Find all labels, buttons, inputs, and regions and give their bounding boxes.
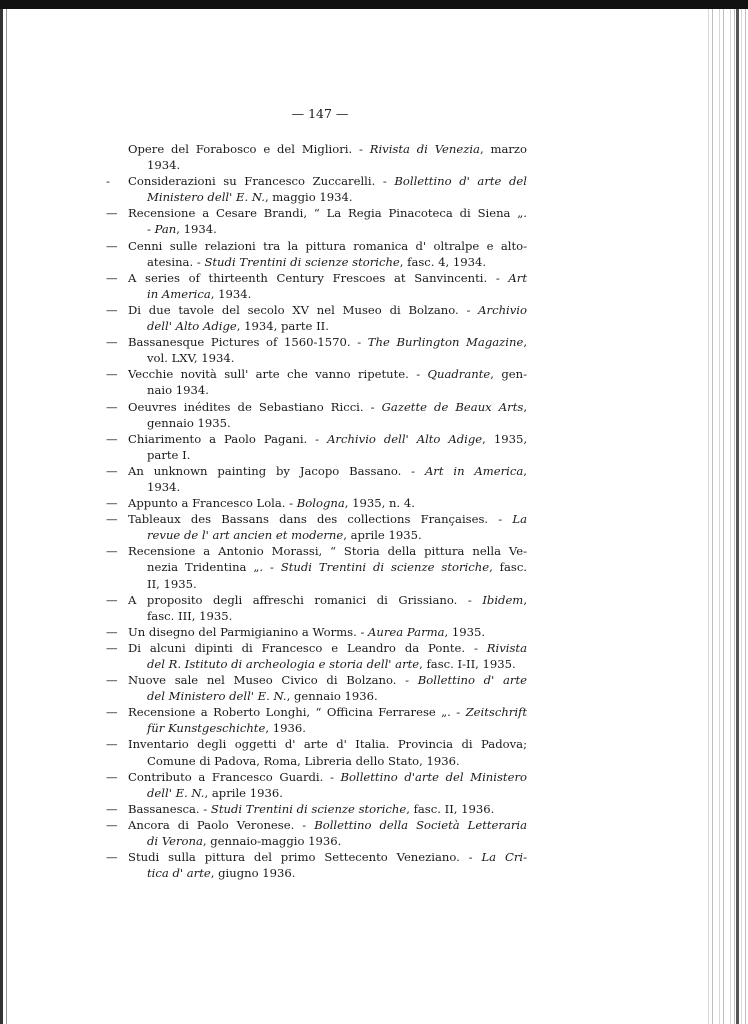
journal-title: Rivista di Venezia (369, 142, 480, 156)
bibliography-entry (106, 511, 527, 543)
journal-title: Archivio (478, 302, 527, 317)
journal-title: di Verona (147, 834, 203, 849)
journal-title: Bollettino della Società Letteraria (314, 817, 528, 832)
entry-line (147, 189, 527, 205)
entry-dash: — (106, 302, 118, 317)
bibliography-entry (106, 173, 527, 205)
journal-title: Quadrante (427, 367, 491, 382)
journal-title: Gazette de Beaux Arts (381, 399, 524, 414)
journal-title: dell' Alto Adige (147, 319, 237, 334)
entry-text: , (523, 399, 527, 414)
entry-line (128, 302, 527, 318)
entry-dash: — (106, 399, 118, 414)
page-number: — 147 — (291, 106, 349, 121)
entry-text: - (147, 222, 155, 237)
entry-dash: — (106, 431, 118, 446)
journal-title: Bologna (296, 496, 345, 511)
entry-dash: — (106, 801, 118, 816)
entry-text: Recensione a Cesare Brandi, “ La Regia Pinacoteca di Siena „. (128, 206, 527, 221)
entry-text: Un disegno del Parmigianino a Worms. - (128, 624, 369, 639)
entry-line (128, 801, 527, 817)
entry-text: An unknown painting by Jacopo Bassano. - (128, 463, 425, 478)
journal-title: in America (147, 286, 211, 301)
entry-text: Appunto a Francesco Lola. - (128, 496, 297, 511)
entry-text: , (523, 335, 527, 350)
entry-text: Contributo a Francesco Guardi. - (128, 769, 341, 784)
scan-left-border (0, 9, 3, 1024)
entry-line (128, 543, 527, 559)
journal-title: La Cri- (481, 850, 527, 865)
bibliography-entry (106, 270, 527, 302)
entry-text: Oeuvres inédites de Sebastiano Ricci. - (128, 399, 382, 414)
entry-text: , 1934. (176, 222, 217, 237)
entry-line (147, 318, 527, 334)
scan-right-line (736, 9, 739, 1024)
entry-text: Bassanesca. - (128, 801, 211, 816)
bibliography-entry (106, 399, 527, 431)
journal-title: Ministero dell' E. N. (147, 190, 265, 205)
entry-text: Di due tavole del secolo XV nel Museo di Bolzano. - (128, 302, 479, 317)
entry-text: , fasc. I-II, 1935. (419, 657, 516, 671)
entry-line (147, 785, 527, 801)
bibliography-entry (106, 302, 527, 334)
bibliography-entry (106, 592, 527, 624)
entry-text: II, 1935. (147, 576, 197, 591)
entry-dash: — (106, 705, 118, 720)
entry-text: , 1935, (482, 431, 528, 446)
entry-text: A proposito degli affreschi romanici di Grissiano. - (128, 592, 483, 607)
journal-title: Archivio dell' Alto Adige (327, 431, 483, 446)
entry-dash: — (106, 544, 118, 559)
bibliography-entry (106, 640, 527, 672)
journal-title: Ibidem (482, 592, 524, 607)
entry-text: Recensione a Antonio Morassi, “ Storia della pittura nella Ve- (128, 544, 527, 559)
entry-line (128, 624, 527, 640)
scan-right-edge (706, 9, 748, 1024)
bibliography-entry (106, 704, 527, 736)
entry-dash: — (106, 592, 118, 607)
bibliography-list (106, 141, 527, 881)
entry-line (147, 415, 527, 431)
entry-text: atesina. - (147, 254, 205, 269)
entry-text: gennaio 1935. (147, 415, 231, 430)
entry-line (147, 447, 527, 463)
entry-line (147, 753, 527, 769)
entry-line (128, 495, 527, 511)
entry-line (128, 334, 527, 350)
entry-text: Recensione a Roberto Longhi, “ Officina Ferrarese „. - (128, 705, 466, 720)
entry-dash: — (106, 206, 118, 221)
entry-text: 1934. (147, 158, 181, 173)
entry-line (147, 608, 527, 624)
entry-line (128, 736, 527, 752)
entry-line (147, 720, 527, 736)
entry-line (128, 463, 527, 479)
entry-text: , aprile 1935. (343, 528, 422, 543)
entry-line (128, 431, 527, 447)
entry-line (128, 173, 527, 189)
entry-line (128, 849, 527, 865)
entry-line (128, 141, 527, 157)
entry-line (128, 704, 527, 720)
entry-text: , (523, 463, 527, 478)
entry-line (147, 559, 527, 575)
entry-text: Studi sulla pittura del primo Settecento Veneziano. - (128, 850, 482, 865)
entry-text: , aprile 1936. (204, 785, 283, 800)
entry-dash: — (106, 817, 118, 832)
entry-dash: — (106, 850, 118, 865)
entry-text: , maggio 1934. (264, 190, 353, 205)
bibliography-entry (106, 334, 527, 366)
entry-text: , gennaio-maggio 1936. (202, 834, 342, 849)
entry-text: , 1935, n. 4. (344, 496, 415, 511)
entry-line (147, 350, 527, 366)
journal-title: Studi Trentini di scienze storiche (204, 254, 400, 269)
entry-line (128, 769, 527, 785)
bibliography-entry (106, 624, 527, 640)
scan-left-line (6, 9, 7, 1024)
bibliography-entry (106, 141, 527, 173)
entry-text: Inventario degli oggetti d' arte d' Italia. Provincia di Padova; (128, 737, 527, 752)
scan-top-border (0, 0, 748, 9)
entry-text: , 1936. (265, 721, 306, 736)
entry-line (128, 640, 527, 656)
entry-line (128, 366, 527, 382)
journal-title: tica d' arte (147, 866, 211, 881)
entry-text: fasc. III, 1935. (147, 608, 233, 623)
entry-line (128, 592, 527, 608)
entry-text: , 1935. (444, 624, 486, 639)
journal-title: Art (508, 270, 527, 285)
bibliography-entry (106, 817, 527, 849)
entry-line (147, 656, 527, 672)
entry-text: , 1934. (210, 286, 252, 301)
entry-dash: — (106, 640, 118, 655)
journal-title: Pan (154, 222, 177, 237)
entry-text: Comune di Padova, Roma, Libreria dello Stato, 1936. (147, 753, 460, 768)
entry-text: , fasc. II, 1936. (406, 801, 495, 816)
journal-title: für Kunstgeschichte (147, 721, 266, 736)
entry-text: , (523, 592, 527, 607)
bibliography-entry (106, 736, 527, 768)
entry-text: Cenni sulle relazioni tra la pittura romanica d' oltralpe e alto- (128, 238, 527, 253)
entry-line (128, 399, 527, 415)
journal-title: Bollettino d'arte del Ministero (340, 769, 527, 784)
entry-text: naio 1934. (147, 383, 209, 398)
entry-dash: — (106, 496, 118, 511)
entry-text: Ancora di Paolo Veronese. - (128, 817, 315, 832)
entry-dash: — (106, 769, 118, 784)
entry-line (147, 576, 527, 592)
bibliography-entry (106, 463, 527, 495)
journal-title: Rivista (486, 640, 527, 655)
entry-text: Considerazioni su Francesco Zuccarelli. - (128, 174, 395, 189)
entry-dash: — (106, 624, 118, 639)
entry-text: , marzo (479, 142, 527, 156)
entry-line (128, 511, 527, 527)
bibliography-entry (106, 205, 527, 237)
journal-title: revue de l' art ancien et moderne (147, 528, 344, 543)
journal-title: Bollettino d' arte del (394, 174, 527, 189)
entry-text: , giugno 1936. (210, 866, 296, 881)
entry-text: , gennaio 1936. (286, 689, 378, 704)
entry-text: Vecchie novità sull' arte che vanno ripetute. - (128, 367, 428, 382)
entry-dash: — (106, 367, 118, 382)
entry-line (128, 817, 527, 833)
journal-title: Studi Trentini di scienze storiche (210, 801, 407, 816)
entry-text: Tableaux des Bassans dans des collections Françaises. - (128, 512, 513, 527)
bibliography-entry (106, 495, 527, 511)
bibliography-entry (106, 431, 527, 463)
entry-line (147, 688, 527, 704)
entry-dash: - (106, 174, 110, 189)
journal-title: The Burlington Magazine (367, 335, 524, 350)
entry-line (147, 254, 527, 270)
bibliography-entry (106, 238, 527, 270)
bibliography-entry (106, 672, 527, 704)
entry-line (147, 833, 527, 849)
entry-text: Nuove sale nel Museo Civico di Bolzano. - (128, 673, 418, 688)
journal-title: Art in America (424, 463, 524, 478)
entry-text: , fasc. (489, 560, 527, 575)
entry-line (128, 270, 527, 286)
entry-text: Opere del Forabosco e del Migliori. - (128, 142, 370, 156)
bibliography-entry (106, 769, 527, 801)
entry-line (147, 382, 527, 398)
entry-text: A series of thirteenth Century Frescoes at Sanvincenti. - (128, 270, 509, 285)
entry-line (147, 286, 527, 302)
journal-title: dell' E. N. (147, 785, 205, 800)
journal-title: del R. Istituto di archeologia e storia dell' arte (147, 657, 420, 671)
journal-title: Studi Trentini di scienze storiche (280, 560, 490, 575)
entry-line (147, 865, 527, 881)
entry-dash: — (106, 335, 118, 350)
entry-text: , gen- (490, 367, 527, 382)
entry-line (128, 238, 527, 254)
entry-text: parte I. (147, 447, 191, 462)
journal-title: Zeitschrift (465, 705, 527, 720)
journal-title: Bollettino d' arte (417, 673, 527, 688)
entry-text: vol. LXV, 1934. (147, 351, 235, 366)
entry-line (147, 527, 527, 543)
entry-text: Chiarimento a Paolo Pagani. - (128, 431, 328, 446)
bibliography-entry (106, 366, 527, 398)
entry-dash: — (106, 238, 118, 253)
bibliography-entry (106, 849, 527, 881)
entry-text: Bassanesque Pictures of 1560-1570. - (128, 335, 368, 350)
entry-line (147, 157, 527, 173)
entry-text: nezia Tridentina „. - (147, 560, 281, 575)
bibliography-entry (106, 801, 527, 817)
journal-title: La (512, 512, 527, 527)
entry-line (128, 205, 527, 221)
entry-line (147, 221, 527, 237)
entry-dash: — (106, 673, 118, 688)
entry-text: 1934. (147, 479, 181, 494)
journal-title: del Ministero dell' E. N. (147, 689, 287, 704)
entry-line (128, 672, 527, 688)
entry-line (147, 479, 527, 495)
entry-dash: — (106, 512, 118, 527)
entry-dash: — (106, 737, 118, 752)
journal-title: Aurea Parma (368, 624, 445, 639)
entry-text: , fasc. 4, 1934. (399, 254, 487, 269)
entry-text: , 1934, parte II. (236, 319, 329, 334)
entry-dash: — (106, 270, 118, 285)
entry-dash: — (106, 463, 118, 478)
bibliography-entry (106, 543, 527, 591)
entry-text: Di alcuni dipinti di Francesco e Leandro da Ponte. - (128, 640, 487, 655)
